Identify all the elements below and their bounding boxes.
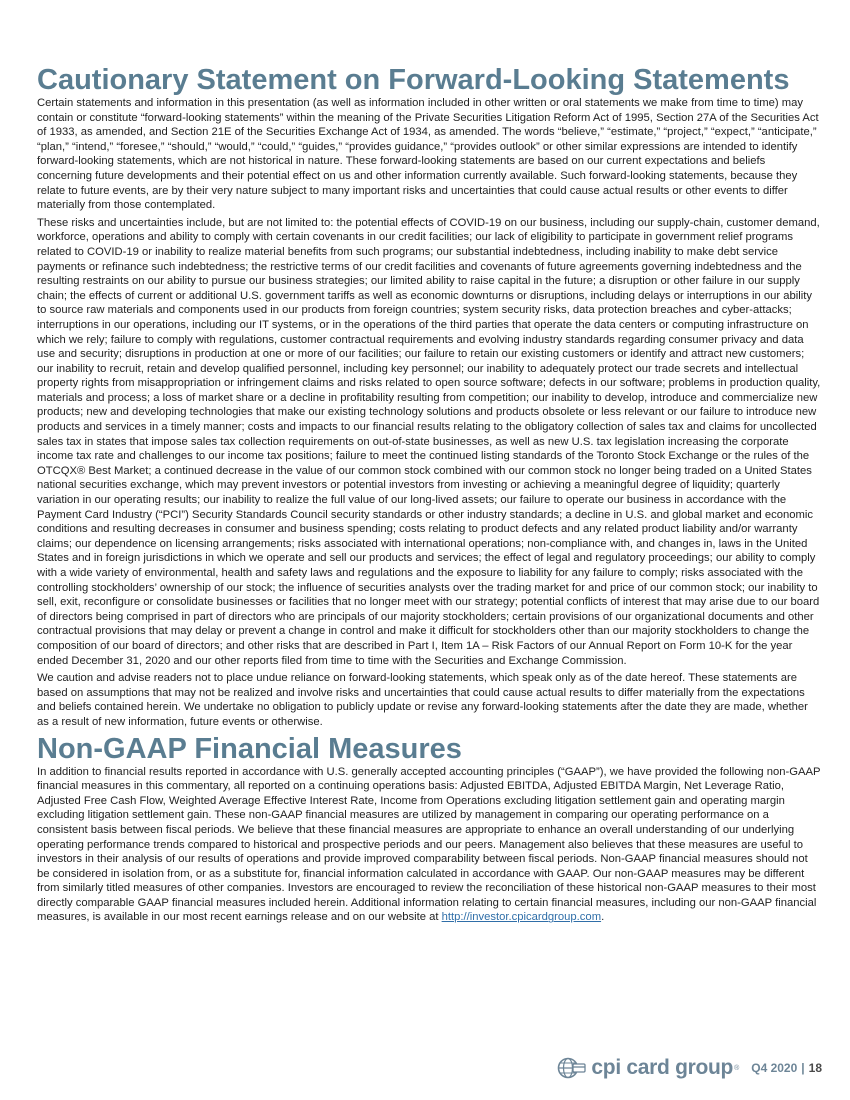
non-gaap-paragraph-text: In addition to financial results reported in accordance with U.S. generally accepted accounting principles (“GAAP”), we have provided the following non-GAAP financial measures in this commentary, all reported on a continuing operations basis: Adjusted EBITDA, Adjusted EBITDA Margin, Net Leverage Ratio, Adjusted Free Cash Flow, Weighted Average Effective Interest Rate, Income from Operations excluding litigation settlement gain and operating margin excluding litigation settlement gain. These non-GAAP financial measures are utilized by management in comparing our operating performance on a consistent basis between fiscal periods. We believe that these financial measures are appropriate to enhance an overall understanding of our underlying operating performance trends compared to historical and prospective periods and our peers. Management also believes that these measures are useful to investors in their analysis of our results of operations and provide improved comparability between fiscal periods. Non-GAAP financial measures should not be considered in isolation from, or as a substitute for, financial information calculated in accordance with GAAP. Our non-GAAP measures may be different from similarly titled measures of other companies. Investors are encouraged to review the reconciliation of these historical non-GAAP measures to their most directly comparable GAAP financial measures included herein. Additional information relating to certain financial measures, including our non-GAAP financial measures, is available in our most recent earnings release and on our website at <box>37 765 821 924</box>
globe-card-icon <box>557 1057 587 1079</box>
forward-looking-paragraph-1: Certain statements and information in this presentation (as well as information included in other written or oral statements we make from time to time) may contain or constitute “forward-looking statements” within the meaning of the Private Securities Litigation Reform Act of 1995, Section 27A of the Securities Act of 1933, as amended, and Section 21E of the Securities Exchange Act of 1934, as amended. The words “believe,” “estimate,” “project,” “expect,” “anticipate,” “plan,” “intend,” “foresee,” “should,” “would,” “could,” “guides,” “provides guidance,” “provides outlook” or other similar expressions are intended to identify forward-looking statements, which are not historical in nature. These forward-looking statements are based on our current expectations and beliefs concerning future developments and their potential effect on us and other information currently available. Such forward-looking statements, because they relate to future events, are by their very nature subject to many important risks and uncertainties that could cause actual results or other events to differ materially from those contemplated. <box>37 97 819 212</box>
caution-paragraph: We caution and advise readers not to place undue reliance on forward-looking statements, which speak only as of the date hereof. These statements are based on assumptions that may not be realized and involve risks and uncertainties that could cause actual results to differ materially from the expectations and beliefs contained herein. We undertake no obligation to publicly update or revise any forward-looking statements after the date they are made, whether as a result of new information, future events or otherwise. <box>37 672 808 728</box>
link-suffix: . <box>601 911 605 924</box>
footer-separator: | <box>801 1061 805 1075</box>
non-gaap-paragraph <box>37 765 821 926</box>
company-logo-text: cpi card group <box>591 1056 734 1079</box>
page-footer <box>557 1057 822 1079</box>
risk-factors-paragraph: These risks and uncertainties include, but are not limited to: the potential effects of COVID-19 on our business, including our supply-chain, customer demand, workforce, operations and ability to comply with certain covenants in our credit facilities; our lack of eligibility to participate in government relief programs related to COVID-19 or inability to realize material benefits from such programs; our substantial indebtedness, including inability to make debt service payments or refinance such indebtedness; the restrictive terms of our credit facilities and covenants of future agreements governing indebtedness and the resulting restraints on our ability to pursue our business strategies; our limited ability to raise capital in the future; a disruption or other failure in our supply chain; the effects of current or additional U.S. government tariffs as well as economic downturns or disruptions, including delays or interruptions in our ability to source raw materials and components used in our products from foreign countries; system security risks, data protection breaches and cyber-attacks; interruptions in our operations, including our IT systems, or in the operations of the third parties that operate the data centers or computing infrastructure on which we rely; failure to comply with regulations, customer contractual requirements and evolving industry standards regarding consumer privacy and data use and security; disruptions in production at one or more of our facilities; our failure to retain our existing customers or identify and attract new customers; our inability to recruit, retain and develop qualified personnel, including key personnel; our inability to adequately protect our trade secrets and intellectual property rights from misappropriation or infringement claims and risks related to open source software; defects in our software; problems in production quality, materials and process; a loss of market share or a decline in profitability resulting from competition; our inability to develop, introduce and commercialize new products; new and developing technologies that make our existing technology solutions and products obsolete or less relevant or our failure to introduce new products and services in a timely manner; costs and impacts to our financial results relating to the obligatory collection of sales tax and claims for uncollected sales tax in states that impose sales tax collection requirements on out-of-state businesses, as well as new U.S. tax legislation increasing the corporate income tax rate and challenges to our income tax positions; failure to meet the continued listing standards of the Toronto Stock Exchange or the rules of the OTCQX® Best Market; a continued decrease in the value of our common stock combined with our common stock no longer being traded on a United States national securities exchange, which may prevent investors or potential investors from investing or achieving a meaningful degree of liquidity; quarterly variation in our operating results; our inability to realize the full value of our long-lived assets; our failure to operate our business in accordance with the Payment Card Industry (“PCI”) Security Standards Council security standards or other industry standards; a decline in U.S. and global market and economic conditions and resulting decreases in consumer and business spending; costs relating to product defects and any related product liability and/or warranty claims; our dependence on licensing arrangements; risks associated with international operations; non-compliance with, and changes in, laws in the United States and in foreign jurisdictions in which we operate and sell our products and services; the effect of legal and regulatory proceedings; our ability to comply with a wide variety of environmental, health and safety laws and regulations and the exposure to liability for any failure to comply; risks associated with the controlling stockholders’ ownership of our stock; the influence of securities analysts over the trading market for and price of our common stock; our inability to sell, exit, reconfigure or consolidate businesses or facilities that no longer meet with our strategy; potential conflicts of interest that may arise due to our board of directors being comprised in part of directors who are principals of our majority stockholders; certain provisions of our organizational documents and other contractual provisions that may delay or prevent a change in control and make it difficult for stockholders other than our majority stockholders to change the composition of our board of directors; and other risks that are described in Part I, Item 1A – Risk Factors of our Annual Report on Form 10-K for the year ended December 31, 2020 and our other reports filed from time to time with the Securities and Exchange Commission. <box>37 216 821 667</box>
page-number: 18 <box>808 1061 822 1075</box>
report-period: Q4 2020 <box>751 1061 798 1075</box>
non-gaap-heading: Non-GAAP Financial Measures <box>37 732 462 765</box>
forward-looking-heading: Cautionary Statement on Forward-Looking Statements <box>37 64 790 96</box>
investor-website-link[interactable]: http://investor.cpicardgroup.com <box>441 911 602 924</box>
registered-mark: ® <box>734 1064 740 1072</box>
document-page <box>37 64 821 928</box>
